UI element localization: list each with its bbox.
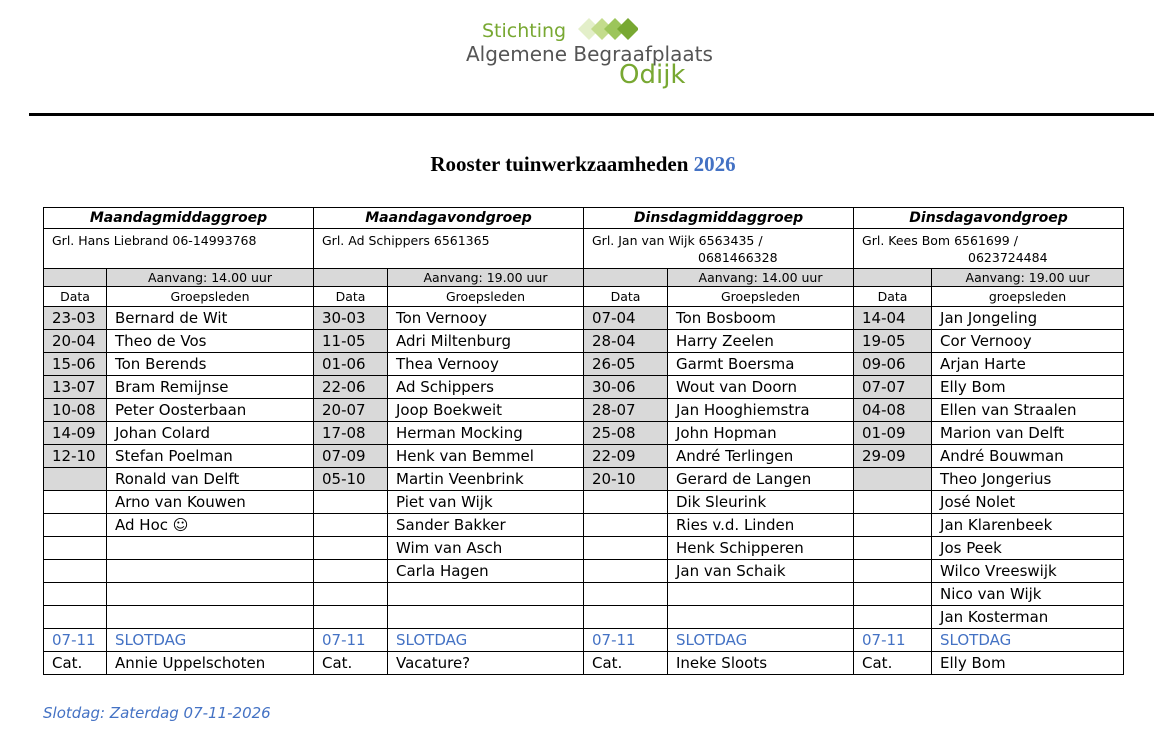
catering-row [44,652,1124,675]
date-cell [44,583,107,606]
member-cell: Henk Schipperen [668,537,854,560]
slotdag-row [44,629,1124,652]
start-time: Aanvang: 14.00 uur [107,269,314,287]
leader-line: Grl. Jan van Wijk 6563435 / [592,233,763,248]
date-cell [314,537,388,560]
leader-phone: 0623724484 [968,250,1048,265]
date-cell: 12-10 [44,445,107,468]
date-cell: 28-07 [584,399,668,422]
date-cell: 15-06 [44,353,107,376]
date-cell: 26-05 [584,353,668,376]
date-cell [44,537,107,560]
table-row [44,353,1124,376]
date-cell: 28-04 [584,330,668,353]
member-cell: Cor Vernooy [932,330,1124,353]
date-cell [314,514,388,537]
date-cell: 17-08 [314,422,388,445]
table-row [44,422,1124,445]
member-cell: Theo Jongerius [932,468,1124,491]
logo-line-begraafplaats: Algemene Begraafplaats [466,42,713,66]
date-cell [44,606,107,629]
member-cell: Wout van Doorn [668,376,854,399]
date-cell: 22-06 [314,376,388,399]
footer-note: Slotdag: Zaterdag 07-11-2026 [43,704,271,722]
member-cell: Wilco Vreeswijk [932,560,1124,583]
date-cell: 10-08 [44,399,107,422]
group-leader [854,229,1124,269]
slotdag-date: 07-11 [44,629,107,652]
member-cell: Gerard de Langen [668,468,854,491]
logo [466,14,713,94]
start-time: Aanvang: 14.00 uur [668,269,854,287]
table-row [44,399,1124,422]
leader-line: Grl. Ad Schippers 6561365 [322,233,490,248]
member-cell: Jan Jongeling [932,307,1124,330]
member-cell: Nico van Wijk [932,583,1124,606]
member-cell: John Hopman [668,422,854,445]
member-cell: Jan Hooghiemstra [668,399,854,422]
slotdag-label: SLOTDAG [668,629,854,652]
table-row [44,468,1124,491]
group-leader [314,229,584,269]
start-spacer [854,269,932,287]
date-cell [854,606,932,629]
member-cell: André Bouwman [932,445,1124,468]
group-leader [44,229,314,269]
member-cell [107,560,314,583]
catering-name: Annie Uppelschoten [107,652,314,675]
member-cell: Martin Veenbrink [388,468,584,491]
logo-line-odijk: Odijk [619,60,686,90]
member-cell [668,583,854,606]
member-cell: Bram Remijnse [107,376,314,399]
date-cell [584,514,668,537]
date-cell: 20-04 [44,330,107,353]
date-cell [854,583,932,606]
catering-name: Elly Bom [932,652,1124,675]
start-time: Aanvang: 19.00 uur [932,269,1124,287]
start-time: Aanvang: 19.00 uur [388,269,584,287]
members-column-header: Groepsleden [107,287,314,307]
member-cell: Henk van Bemmel [388,445,584,468]
table-row [44,560,1124,583]
member-cell: Joop Boekweit [388,399,584,422]
slotdag-date: 07-11 [314,629,388,652]
date-column-header: Data [584,287,668,307]
date-cell [584,491,668,514]
member-cell: Marion van Delft [932,422,1124,445]
member-cell [107,583,314,606]
group-leader [584,229,854,269]
date-cell [314,583,388,606]
member-cell [388,606,584,629]
schedule-table [43,207,1124,675]
group-name: Maandagavondgroep [314,208,584,229]
members-column-header: Groepsleden [388,287,584,307]
catering-name: Vacature? [388,652,584,675]
date-cell: 04-08 [854,399,932,422]
date-cell [854,491,932,514]
date-cell: 19-05 [854,330,932,353]
date-column-header: Data [314,287,388,307]
date-cell [314,606,388,629]
member-cell: Sander Bakker [388,514,584,537]
member-cell: Theo de Vos [107,330,314,353]
member-cell: Ries v.d. Linden [668,514,854,537]
date-cell [44,468,107,491]
member-cell: Elly Bom [932,376,1124,399]
member-cell [668,606,854,629]
date-cell [314,491,388,514]
date-cell: 11-05 [314,330,388,353]
date-cell [854,560,932,583]
member-cell: Ad Hoc ☺ [107,514,314,537]
members-column-header: groepsleden [932,287,1124,307]
date-column-header: Data [854,287,932,307]
member-cell: Jan Kosterman [932,606,1124,629]
member-cell: Carla Hagen [388,560,584,583]
date-cell: 01-09 [854,422,932,445]
member-cell: Thea Vernooy [388,353,584,376]
slotdag-label: SLOTDAG [388,629,584,652]
member-cell: Stefan Poelman [107,445,314,468]
date-cell: 30-03 [314,307,388,330]
catering-name: Ineke Sloots [668,652,854,675]
table-row [44,583,1124,606]
date-cell: 07-09 [314,445,388,468]
group-name: Dinsdagavondgroep [854,208,1124,229]
group-header-row [44,208,1124,229]
member-cell: Ronald van Delft [107,468,314,491]
diamond-logo-icon [578,16,638,42]
member-cell: Ellen van Straalen [932,399,1124,422]
date-cell [44,491,107,514]
start-time-row [44,269,1124,287]
date-column-header: Data [44,287,107,307]
date-cell: 13-07 [44,376,107,399]
catering-label: Cat. [44,652,107,675]
title-year: 2026 [693,152,736,176]
table-row [44,537,1124,560]
member-cell: Ton Bosboom [668,307,854,330]
member-cell: Harry Zeelen [668,330,854,353]
date-cell: 20-07 [314,399,388,422]
table-row [44,491,1124,514]
page-title [0,152,1154,177]
start-spacer [584,269,668,287]
date-cell [584,606,668,629]
member-cell: Bernard de Wit [107,307,314,330]
slotdag-label: SLOTDAG [107,629,314,652]
member-cell: Johan Colard [107,422,314,445]
title-text: Rooster tuinwerkzaamheden [430,152,689,176]
member-cell: Peter Oosterbaan [107,399,314,422]
date-cell: 14-04 [854,307,932,330]
date-cell [854,468,932,491]
member-cell: Wim van Asch [388,537,584,560]
member-cell: Piet van Wijk [388,491,584,514]
group-name: Maandagmiddaggroep [44,208,314,229]
group-name: Dinsdagmiddaggroep [584,208,854,229]
date-cell [584,537,668,560]
date-cell: 09-06 [854,353,932,376]
member-cell [388,583,584,606]
date-cell: 22-09 [584,445,668,468]
catering-label: Cat. [314,652,388,675]
column-header-row [44,287,1124,307]
member-cell: Jan van Schaik [668,560,854,583]
member-cell [107,606,314,629]
date-cell: 01-06 [314,353,388,376]
catering-label: Cat. [584,652,668,675]
table-row [44,606,1124,629]
slotdag-date: 07-11 [854,629,932,652]
member-cell: Ton Vernooy [388,307,584,330]
member-cell [107,537,314,560]
date-cell: 07-04 [584,307,668,330]
date-cell: 14-09 [44,422,107,445]
start-spacer [44,269,107,287]
leader-row [44,229,1124,269]
start-spacer [314,269,388,287]
member-cell: Arjan Harte [932,353,1124,376]
date-cell: 29-09 [854,445,932,468]
leader-phone: 0681466328 [698,250,778,265]
leader-line: Grl. Kees Bom 6561699 / [862,233,1018,248]
date-cell [44,514,107,537]
date-cell [854,514,932,537]
table-row [44,376,1124,399]
table-row [44,307,1124,330]
table-row [44,514,1124,537]
date-cell: 20-10 [584,468,668,491]
logo-line-stichting: Stichting [482,20,567,42]
date-cell: 23-03 [44,307,107,330]
table-row [44,445,1124,468]
date-cell [44,560,107,583]
slotdag-date: 07-11 [584,629,668,652]
date-cell [584,583,668,606]
date-cell [584,560,668,583]
catering-label: Cat. [854,652,932,675]
leader-line: Grl. Hans Liebrand 06-14993768 [52,233,257,248]
member-cell: Adri Miltenburg [388,330,584,353]
member-cell: José Nolet [932,491,1124,514]
date-cell: 30-06 [584,376,668,399]
date-cell: 05-10 [314,468,388,491]
member-cell: Garmt Boersma [668,353,854,376]
date-cell: 07-07 [854,376,932,399]
members-column-header: Groepsleden [668,287,854,307]
header-rule [29,113,1154,116]
member-cell: Ton Berends [107,353,314,376]
member-cell: Herman Mocking [388,422,584,445]
date-cell: 25-08 [584,422,668,445]
date-cell [854,537,932,560]
member-cell: Arno van Kouwen [107,491,314,514]
member-cell: Ad Schippers [388,376,584,399]
member-cell: Jos Peek [932,537,1124,560]
date-cell [314,560,388,583]
slotdag-label: SLOTDAG [932,629,1124,652]
member-cell: Jan Klarenbeek [932,514,1124,537]
table-row [44,330,1124,353]
member-cell: Dik Sleurink [668,491,854,514]
member-cell: André Terlingen [668,445,854,468]
